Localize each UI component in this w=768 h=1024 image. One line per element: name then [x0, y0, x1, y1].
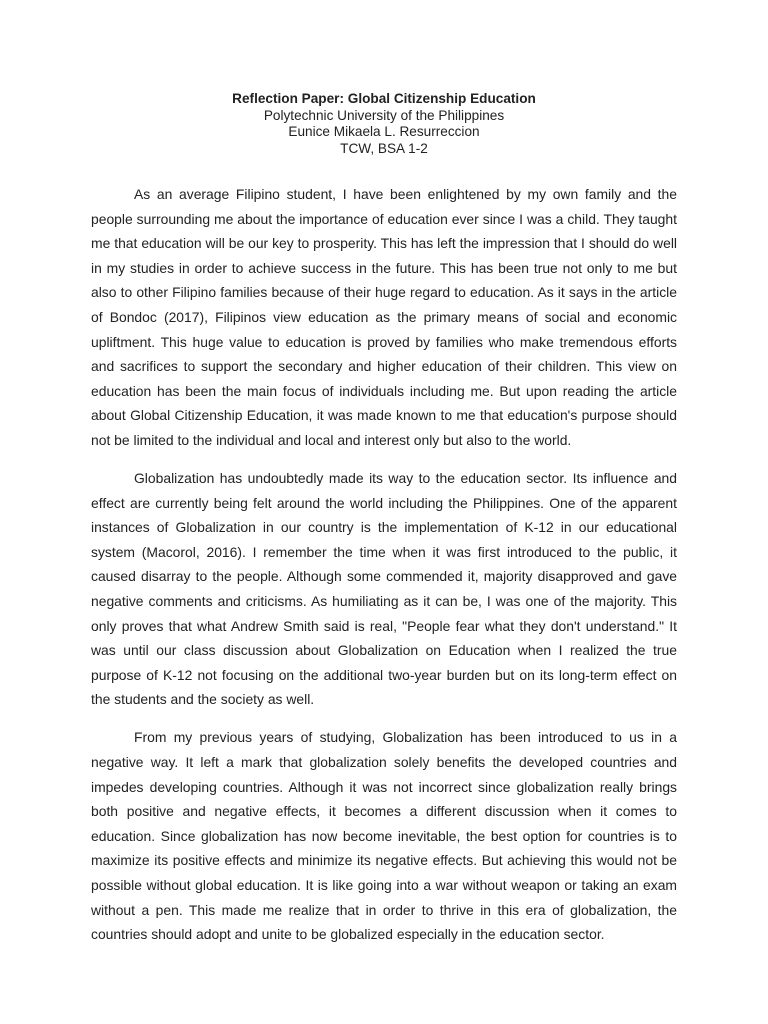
paragraph-2: Globalization has undoubtedly made its way to the education sector. Its influence and effect are currently being felt around the world including the Philippines. One of the apparent instances of Globalization in our country is the implementation of K-12 in our educational system (Macorol, 2016). I remember the time when it was first introduced to the public, it caused disarray to the people. Although some commended it, majority disapproved and gave negative comments and criticisms. As humiliating as it can be, I was one of the majority. This only proves that what Andrew Smith said is real, "People fear what they don't understand." It was until our class discussion about Globalization on Education when I realized the true purpose of K-12 not focusing on the additional two-year burden but on its long-term effect on the students and the society as well. [91, 470, 677, 708]
paragraph-1: As an average Filipino student, I have been enlightened by my own family and the people surrounding me about the importance of education ever since I was a child. They taught me that education will be our key to prosperity. This has left the impression that I should do well in my studies in order to achieve success in the future. This has been true not only to me but also to other Filipino families because of their huge regard to education. As it says in the article of Bondoc (2017), Filipinos view education as the primary means of social and economic upliftment. This huge value to education is proved by families who make tremendous efforts and sacrifices to support the secondary and higher education of their children. This view on education has been the main focus of individuals including me. But upon reading the article about Global Citizenship Education, it was made known to me that education's purpose should not be limited to the individual and local and interest only but also to the world. [91, 186, 677, 448]
university-name: Polytechnic University of the Philippines [263, 107, 505, 123]
author-name: Eunice Mikaela L. Resurreccion [288, 124, 480, 139]
course-section: TCW, BSA 1-2 [340, 140, 428, 156]
paragraph-3: From my previous years of studying, Globalization has been introduced to us in a negative way. It left a mark that globalization solely benefits the developed countries and impedes developing countries. Although it was not incorrect since globalization really brings both positive and negative effects, it becomes a different discussion when it comes to education. Since globalization has now become inevitable, the best option for countries is to maximize its positive effects and minimize its negative effects. But achieving this would not be possible without global education. It is like going into a war without weapon or taking an exam without a pen. This made me realize that in order to thrive in this era of globalization, the countries should adopt and unite to be globalized especially in the education sector. [91, 729, 677, 943]
document-header [91, 91, 677, 157]
document-title: Reflection Paper: Global Citizenship Education [232, 91, 536, 106]
